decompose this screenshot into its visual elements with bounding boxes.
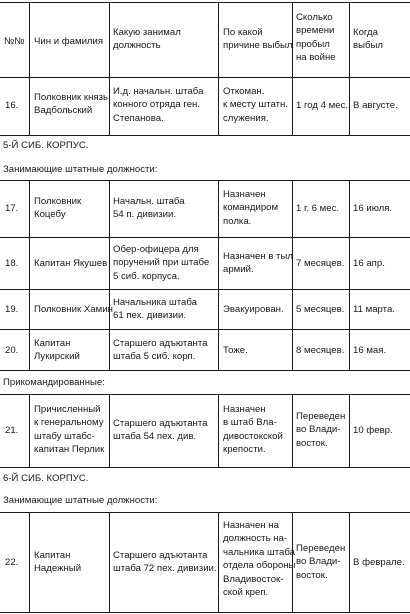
- section-heading: 6-Й СИБ. КОРПУС.: [3, 473, 89, 484]
- row-name: Капитан Лукирский: [34, 338, 80, 363]
- row-duration: 1 год 4 мес.: [296, 100, 349, 111]
- column-rule: [29, 512, 30, 613]
- column-rule: [218, 394, 219, 468]
- row-position: Старшего адъютанта штаба 5 сиб. корп.: [113, 338, 208, 363]
- row-name: Полковник Коцебу: [34, 196, 82, 221]
- row-reason: Эвакуирован.: [223, 304, 284, 315]
- row-date: 11 марта.: [353, 304, 395, 315]
- row-date: В августе.: [353, 100, 398, 111]
- row-position: И.д. начальн. штаба конного отряда ген. Степанова.: [113, 86, 204, 124]
- row-date: 10 февр.: [353, 425, 393, 436]
- row-reason: Назначен на должность на- чальника штаба отдела обороны Владивосток- ской креп.: [223, 520, 296, 599]
- row-reason: Тоже.: [223, 345, 248, 356]
- table-rule: [0, 370, 410, 371]
- section-subheading: Занимающие штатные должности:: [3, 164, 158, 175]
- row-num: 19.: [5, 304, 19, 315]
- column-rule: [218, 2, 219, 136]
- row-position: Обер-офицера для поручений при штабе 5 сиб. корпуса.: [113, 244, 210, 282]
- header-name: Чин и фамилия: [34, 36, 104, 47]
- row-num: 22.: [5, 557, 19, 568]
- header-num: №№: [4, 36, 25, 47]
- row-name: Капитан Надежный: [34, 550, 82, 575]
- column-rule: [109, 512, 110, 613]
- column-rule: [29, 2, 30, 136]
- row-duration: Переведен во Влади- восток.: [296, 543, 346, 581]
- row-position: Старшего адъютанта штаба 54 пех. див.: [113, 418, 208, 443]
- row-name: Полковник Хамин: [34, 304, 113, 315]
- row-reason: Назначен в штаб Вла- дивостокской крепости.: [223, 404, 283, 456]
- section-subheading: Занимающие штатные должности:: [3, 495, 158, 506]
- row-date: 16 июля.: [353, 203, 393, 214]
- row-date: 16 мая.: [353, 345, 387, 356]
- column-rule: [29, 180, 30, 370]
- column-rule: [218, 512, 219, 613]
- row-num: 17.: [5, 203, 19, 214]
- header-date: Когда выбыл: [353, 27, 383, 52]
- column-rule: [349, 394, 350, 468]
- column-rule: [29, 394, 30, 468]
- column-rule: [218, 180, 219, 370]
- row-date: 16 апр.: [353, 258, 385, 269]
- row-position: Начальника штаба 61 пех. дивизии.: [113, 297, 197, 322]
- header-reason: По какой причине выбыл: [223, 27, 293, 52]
- column-rule: [292, 2, 293, 136]
- row-num: 21.: [5, 425, 19, 436]
- column-rule: [349, 180, 350, 370]
- column-rule: [109, 394, 110, 468]
- row-num: 20.: [5, 345, 19, 356]
- column-rule: [109, 2, 110, 136]
- column-rule: [349, 512, 350, 613]
- row-reason: Откоман. к месту штатн. служения.: [223, 86, 289, 124]
- row-name: Причисленный к генеральному штабу штабс- капитан Перлик: [34, 404, 105, 456]
- row-num: 18.: [5, 258, 19, 269]
- header-duration: Сколько времени пробыл на войне: [296, 12, 336, 64]
- row-duration: 7 месяцев.: [296, 258, 345, 269]
- row-position: Начальн. штаба 54 п. дивизии.: [113, 196, 185, 221]
- row-position: Старшего адъютанта штаба 72 пех. дивизии.: [113, 550, 217, 575]
- column-rule: [109, 180, 110, 370]
- row-date: В феврале.: [353, 557, 405, 568]
- row-duration: 1 г. 6 мес.: [296, 203, 340, 214]
- row-reason: Назначен в тыл армий.: [223, 251, 293, 276]
- column-rule: [349, 2, 350, 136]
- row-name: Полковник князь Вадбольский: [34, 92, 108, 117]
- row-duration: 8 месяцев.: [296, 345, 345, 356]
- section-subheading: Прикомандированные:: [3, 377, 105, 388]
- header-position: Какую занимал должность: [113, 27, 181, 52]
- row-num: 16.: [5, 100, 19, 111]
- column-rule: [292, 394, 293, 468]
- row-name: Капитан Якушев: [34, 258, 108, 269]
- section-heading: 5-Й СИБ. КОРПУС.: [3, 140, 89, 151]
- row-duration: Переведен во Влади- восток.: [296, 411, 346, 449]
- row-reason: Назначен командиром полка.: [223, 189, 279, 227]
- row-duration: 5 месяцев.: [296, 304, 345, 315]
